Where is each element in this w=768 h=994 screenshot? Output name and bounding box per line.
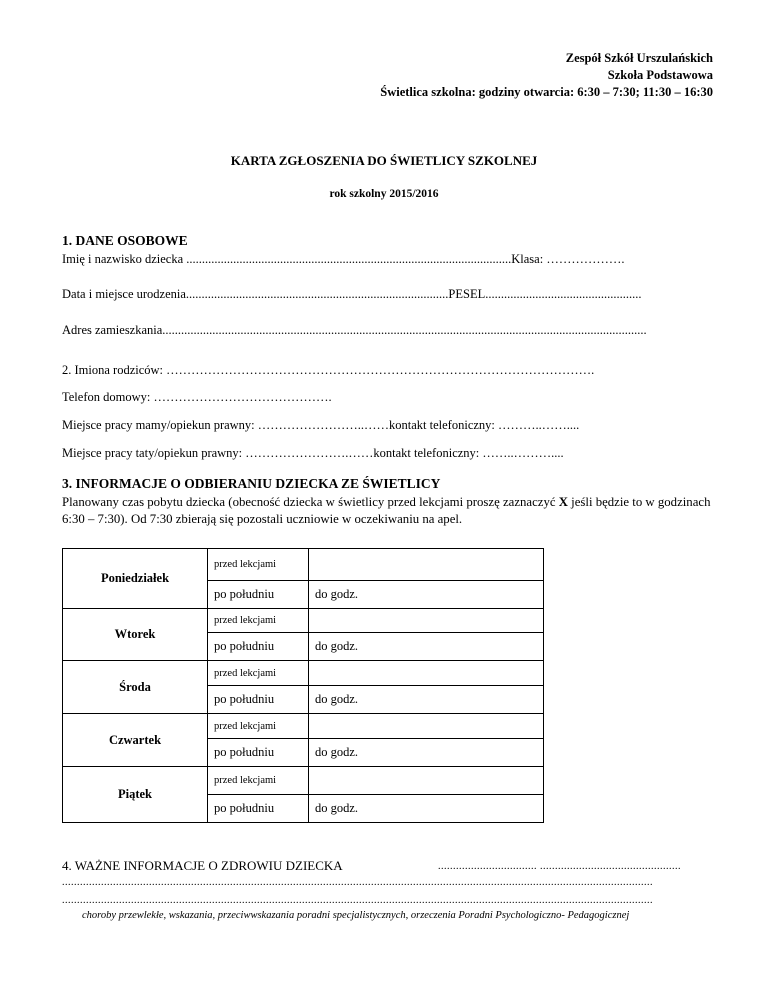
health-info-note: choroby przewlekłe, wskazania, przeciwwskazania poradni specjalistycznych, orzeczenia Poradni Psychologiczno- Pedagogicznej <box>82 910 630 921</box>
after-label: po południu <box>208 686 309 714</box>
wednesday-until-cell[interactable]: do godz. <box>309 686 544 714</box>
school-unit: Szkoła Podstawowa <box>607 68 713 82</box>
home-phone-field[interactable]: Telefon domowy: ……………………………………. <box>62 390 332 404</box>
thursday-before-cell[interactable] <box>309 714 544 739</box>
section4-heading: 4. WAŻNE INFORMACJE O ZDROWIU DZIECKA <box>62 858 343 873</box>
before-label: przed lekcjami <box>208 609 309 633</box>
thursday-until-cell[interactable]: do godz. <box>309 739 544 767</box>
opening-hours: Świetlica szkolna: godziny otwarcia: 6:30 – 7:30; 11:30 – 16:30 <box>380 85 713 99</box>
schedule-table <box>62 548 544 823</box>
birth-pesel-field[interactable]: Data i miejsce urodzenia....................................................................................PESEL.................................................. <box>62 287 642 301</box>
health-info-field-1[interactable]: ................................. ............................................... <box>438 861 681 872</box>
mother-work-field[interactable]: Miejsce pracy mamy/opiekun prawny: ……………………..……kontakt telefoniczny: ………..…….... <box>62 418 580 432</box>
wednesday-before-cell[interactable] <box>309 661 544 686</box>
intro-part-a: Planowany czas pobytu dziecka (obecność dziecka w świetlicy przed lekcjami proszę zaznaczyć <box>62 495 559 509</box>
friday-before-cell[interactable] <box>309 767 544 795</box>
after-label: po południu <box>208 581 309 609</box>
health-info-field-3[interactable]: ..................................................................................................................................................................................................... <box>62 895 653 906</box>
school-year: rok szkolny 2015/2016 <box>329 188 439 200</box>
before-label: przed lekcjami <box>208 767 309 795</box>
monday-before-cell[interactable] <box>309 549 544 581</box>
section1-heading: 1. DANE OSOBOWE <box>62 233 188 248</box>
intro-x-mark: X <box>558 495 568 509</box>
day-wednesday: Środa <box>63 661 208 714</box>
after-label: po południu <box>208 739 309 767</box>
tuesday-until-cell[interactable]: do godz. <box>309 633 544 661</box>
intro-part-b: jeśli będzie to w godzinach 6:30 – 7:30). Od 7:30 zbierają się pozostali uczniowie w oczekiwaniu na apel. <box>62 495 711 526</box>
form-title: KARTA ZGŁOSZENIA DO ŚWIETLICY SZKOLNEJ <box>230 153 538 168</box>
friday-until-cell[interactable]: do godz. <box>309 795 544 823</box>
day-thursday: Czwartek <box>63 714 208 767</box>
before-label: przed lekcjami <box>208 714 309 739</box>
address-field[interactable]: Adres zamieszkania........................................................................................................................................................... <box>62 323 647 337</box>
section3-intro <box>62 494 712 528</box>
section3-heading: 3. INFORMACJE O ODBIERANIU DZIECKA ZE ŚWIETLICY <box>62 476 441 491</box>
after-label: po południu <box>208 795 309 823</box>
monday-until-cell[interactable]: do godz. <box>309 581 544 609</box>
before-label: przed lekcjami <box>208 549 309 581</box>
health-info-field-2[interactable]: ..................................................................................................................................................................................................... <box>62 877 653 888</box>
school-header <box>380 50 713 101</box>
day-friday: Piątek <box>63 767 208 823</box>
child-name-field[interactable]: Imię i nazwisko dziecka ........................................................................................................Klasa: ………………. <box>62 252 625 266</box>
father-work-field[interactable]: Miejsce pracy taty/opiekun prawny: …………………….……kontakt telefoniczny: ……..……….... <box>62 446 564 460</box>
after-label: po południu <box>208 633 309 661</box>
tuesday-before-cell[interactable] <box>309 609 544 633</box>
school-name: Zespół Szkół Urszulańskich <box>565 51 713 65</box>
day-monday: Poniedziałek <box>63 549 208 609</box>
day-tuesday: Wtorek <box>63 609 208 661</box>
before-label: przed lekcjami <box>208 661 309 686</box>
parents-names-field[interactable]: 2. Imiona rodziców: …………………………………………………………………………………………. <box>62 363 595 377</box>
